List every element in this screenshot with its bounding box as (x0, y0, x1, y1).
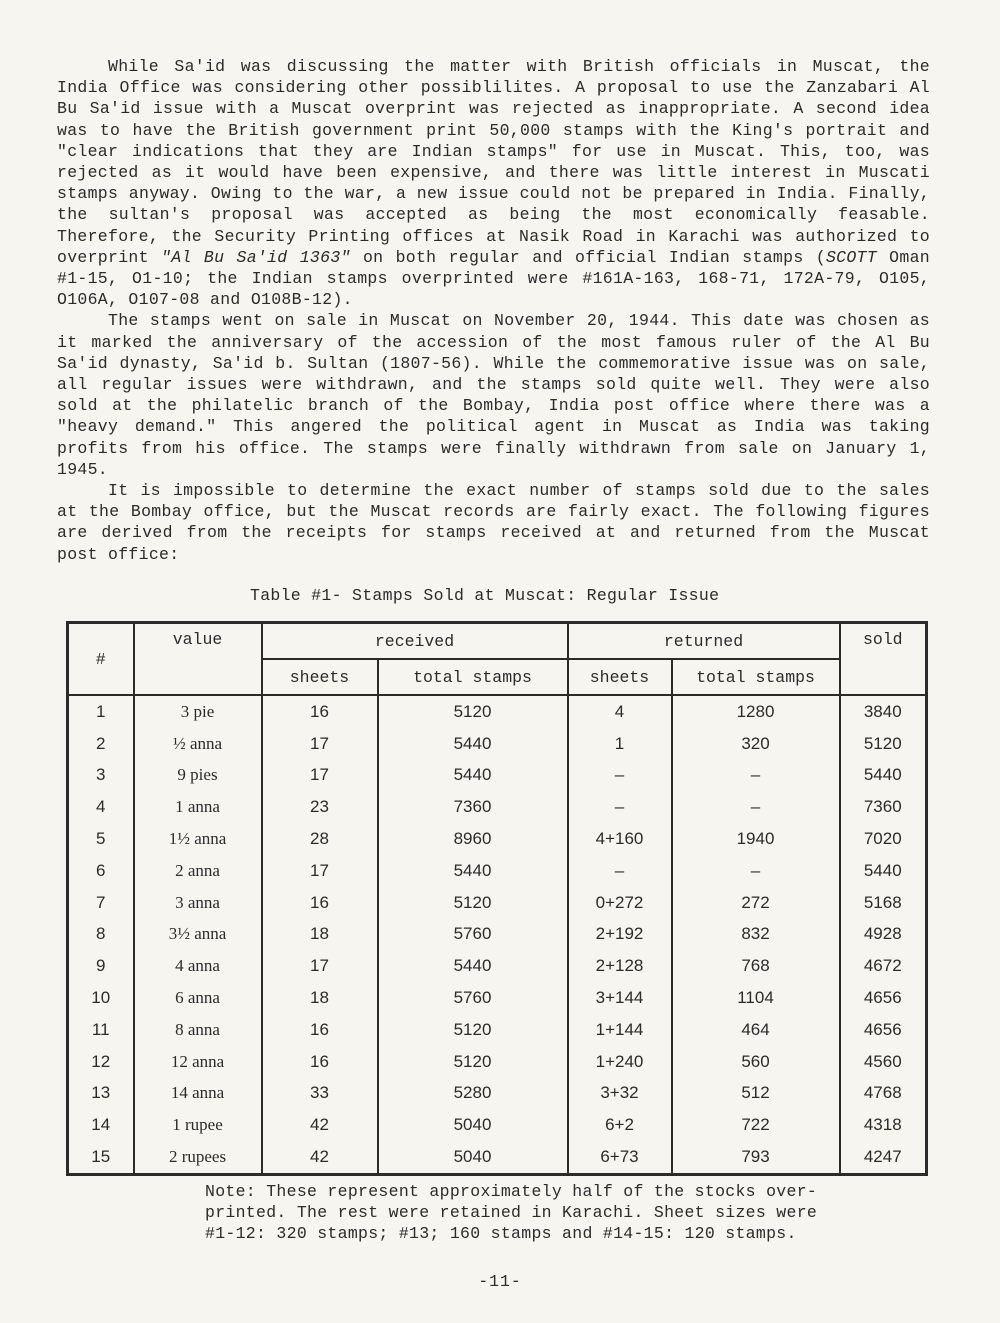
cell-returned-sheets: – (568, 760, 672, 792)
cell-value: 3½ anna (134, 919, 262, 951)
cell-num: 5 (96, 829, 106, 849)
cell-value: 6 anna (134, 982, 262, 1014)
catalog-name: SCOTT (825, 247, 877, 267)
cell-received-total: 5440 (378, 760, 568, 792)
table-row (68, 1078, 927, 1110)
cell-received-sheets: 33 (262, 1078, 378, 1110)
header-rec-total: total stamps (378, 659, 568, 695)
cell-num: 11 (91, 1019, 110, 1039)
cell-num: 10 (91, 988, 111, 1008)
cell-returned-sheets: 4+160 (568, 823, 672, 855)
cell-sold: 7020 (840, 823, 927, 855)
cell-returned-sheets: 4 (568, 695, 672, 728)
cell-received-total: 5120 (378, 1014, 568, 1046)
table-row (68, 919, 927, 951)
cell-value: 3 anna (134, 887, 262, 919)
cell-received-sheets: 23 (262, 791, 378, 823)
table-row (68, 855, 927, 887)
cell-returned-total: 1940 (672, 823, 840, 855)
paragraph-1: While Sa'id was discussing the matter with British officials in Muscat, the India Office was considering other possiblilites. A proposal to use the Zanzabari Al Bu Sa'id issue with a Muscat overprint was rejected as inappropriate. A second idea was to have the British government print 50,000 stamps with the King's portrait and "clear indications that they are Indian stamps" for use in Muscat. This, too, was rejected as it would have been expensive, and there was little interest in Muscati stamps anyway. Owing to the war, a new issue could not be prepared in India. Finally, the sultan's proposal was accepted as being the most economically feasable. Therefore, the Security Printing offices at Nasik Road in Karachi was authorized to overprint "Al Bu Sa'id 1363" on both regular and official Indian stamps (SCOTT Oman #1-15, O1-10; the Indian stamps overprinted were #161A-163, 168-71, 172A-79, O105, O106A, O107-08 and O108B-12). (57, 57, 930, 310)
cell-received-total: 5040 (378, 1109, 568, 1141)
cell-returned-sheets: 6+2 (568, 1109, 672, 1141)
cell-value: 4 anna (134, 950, 262, 982)
cell-sold: 5168 (840, 887, 927, 919)
cell-value: 14 anna (134, 1078, 262, 1110)
cell-received-sheets: 17 (262, 760, 378, 792)
header-num: # (68, 623, 134, 696)
cell-received-sheets: 16 (262, 695, 378, 728)
cell-received-sheets: 18 (262, 919, 378, 951)
cell-sold: 4560 (840, 1046, 927, 1078)
cell-num: 7 (96, 892, 106, 912)
cell-returned-total: 832 (672, 919, 840, 951)
cell-num: 14 (91, 1115, 111, 1135)
cell-returned-total: 768 (672, 950, 840, 982)
paragraph-2: The stamps went on sale in Muscat on November 20, 1944. This date was chosen as it marked the anniversary of the accession of the most famous ruler of the Al Bu Sa'id dynasty, Sa'id b. Sultan (1807-56). While the commemorative issue was on sale, all regular issues were withdrawn, and the stamps sold quite well. They were also sold at the philatelic branch of the Bombay, India post office where there was a "heavy demand." This angered the political agent in Muscat as India was taking profits from his office. The stamps were finally withdrawn from sale on January 1, 1945. (57, 311, 930, 479)
cell-received-sheets: 17 (262, 728, 378, 760)
cell-returned-total: 1104 (672, 982, 840, 1014)
cell-returned-sheets: 6+73 (568, 1141, 672, 1174)
cell-sold: 4318 (840, 1109, 927, 1141)
cell-sold: 7360 (840, 791, 927, 823)
cell-num: 12 (91, 1051, 111, 1071)
cell-received-total: 5440 (378, 950, 568, 982)
header-sold: sold (840, 623, 927, 696)
cell-returned-total: 722 (672, 1109, 840, 1141)
cell-sold: 4768 (840, 1078, 927, 1110)
cell-value: 1 rupee (134, 1109, 262, 1141)
body-text (57, 56, 930, 565)
cell-value: 8 anna (134, 1014, 262, 1046)
paragraph-3: It is impossible to determine the exact number of stamps sold due to the sales at the Bombay office, but the Muscat records are fairly exact. The following figures are derived from the receipts for stamps received at and returned from the Muscat post office: (57, 481, 930, 564)
cell-returned-sheets: – (568, 791, 672, 823)
table-row (68, 823, 927, 855)
cell-num: 8 (96, 924, 106, 944)
cell-received-sheets: 42 (262, 1141, 378, 1174)
cell-value: 3 pie (134, 695, 262, 728)
cell-value: 9 pies (134, 760, 262, 792)
cell-returned-sheets: 3+144 (568, 982, 672, 1014)
cell-sold: 3840 (840, 695, 927, 728)
cell-returned-total: 464 (672, 1014, 840, 1046)
cell-received-sheets: 42 (262, 1109, 378, 1141)
table-row (68, 760, 927, 792)
cell-returned-sheets: 2+128 (568, 950, 672, 982)
cell-value: 1½ anna (134, 823, 262, 855)
cell-value: 12 anna (134, 1046, 262, 1078)
cell-sold: 5440 (840, 760, 927, 792)
header-rec-sheets: sheets (262, 659, 378, 695)
cell-num: 6 (96, 860, 106, 880)
cell-num: 1 (96, 701, 106, 721)
header-ret-total: total stamps (672, 659, 840, 695)
header-returned: returned (568, 623, 840, 660)
table-row (68, 1109, 927, 1141)
cell-num: 3 (96, 765, 106, 785)
cell-returned-sheets: 0+272 (568, 887, 672, 919)
cell-received-total: 7360 (378, 791, 568, 823)
header-received: received (262, 623, 568, 660)
cell-returned-total: – (672, 855, 840, 887)
cell-returned-sheets: 1+144 (568, 1014, 672, 1046)
cell-returned-total: – (672, 791, 840, 823)
cell-received-sheets: 16 (262, 1014, 378, 1046)
cell-returned-sheets: 1+240 (568, 1046, 672, 1078)
cell-sold: 4656 (840, 1014, 927, 1046)
cell-received-total: 5040 (378, 1141, 568, 1174)
cell-received-sheets: 17 (262, 855, 378, 887)
cell-returned-total: 512 (672, 1078, 840, 1110)
table-row (68, 1014, 927, 1046)
cell-num: 9 (96, 956, 106, 976)
page-number: -11- (478, 1272, 522, 1291)
cell-sold: 4672 (840, 950, 927, 982)
cell-received-sheets: 16 (262, 1046, 378, 1078)
cell-received-sheets: 17 (262, 950, 378, 982)
cell-sold: 4247 (840, 1141, 927, 1174)
cell-received-total: 5760 (378, 919, 568, 951)
cell-received-total: 8960 (378, 823, 568, 855)
cell-returned-total: 272 (672, 887, 840, 919)
table-body (68, 695, 927, 1174)
cell-value: 2 anna (134, 855, 262, 887)
cell-num: 15 (91, 1147, 111, 1167)
cell-returned-total: 560 (672, 1046, 840, 1078)
table-row (68, 728, 927, 760)
table-caption: Table #1- Stamps Sold at Muscat: Regular Issue (250, 586, 720, 605)
cell-num: 2 (96, 733, 106, 753)
cell-value: 2 rupees (134, 1141, 262, 1174)
header-value: value (134, 623, 262, 696)
cell-sold: 4656 (840, 982, 927, 1014)
cell-returned-sheets: – (568, 855, 672, 887)
cell-received-total: 5440 (378, 728, 568, 760)
table-row (68, 1141, 927, 1174)
table-row (68, 982, 927, 1014)
table-row (68, 1046, 927, 1078)
cell-returned-sheets: 1 (568, 728, 672, 760)
cell-returned-sheets: 2+192 (568, 919, 672, 951)
cell-received-sheets: 18 (262, 982, 378, 1014)
cell-received-total: 5760 (378, 982, 568, 1014)
cell-received-total: 5120 (378, 1046, 568, 1078)
cell-returned-sheets: 3+32 (568, 1078, 672, 1110)
cell-received-total: 5120 (378, 887, 568, 919)
table-row (68, 791, 927, 823)
overprint-text: "Al Bu Sa'id 1363" (161, 247, 351, 267)
cell-returned-total: – (672, 760, 840, 792)
stamps-table (66, 621, 928, 1176)
table-row (68, 887, 927, 919)
cell-sold: 5440 (840, 855, 927, 887)
cell-value: 1 anna (134, 791, 262, 823)
cell-returned-total: 320 (672, 728, 840, 760)
table-row (68, 950, 927, 982)
cell-sold: 4928 (840, 919, 927, 951)
cell-received-total: 5280 (378, 1078, 568, 1110)
table-note: Note: These represent approximately half of the stocks over- printed. The rest were retained in Karachi. Sheet sizes were #1-12: 320 stamps; #13; 160 stamps and #14-15: 120 stamps. (205, 1182, 818, 1244)
cell-received-total: 5440 (378, 855, 568, 887)
cell-received-total: 5120 (378, 695, 568, 728)
cell-returned-total: 793 (672, 1141, 840, 1174)
table-row (68, 695, 927, 728)
header-ret-sheets: sheets (568, 659, 672, 695)
cell-value: ½ anna (134, 728, 262, 760)
cell-received-sheets: 28 (262, 823, 378, 855)
cell-num: 4 (96, 797, 106, 817)
cell-received-sheets: 16 (262, 887, 378, 919)
cell-num: 13 (91, 1083, 111, 1103)
cell-sold: 5120 (840, 728, 927, 760)
cell-returned-total: 1280 (672, 695, 840, 728)
